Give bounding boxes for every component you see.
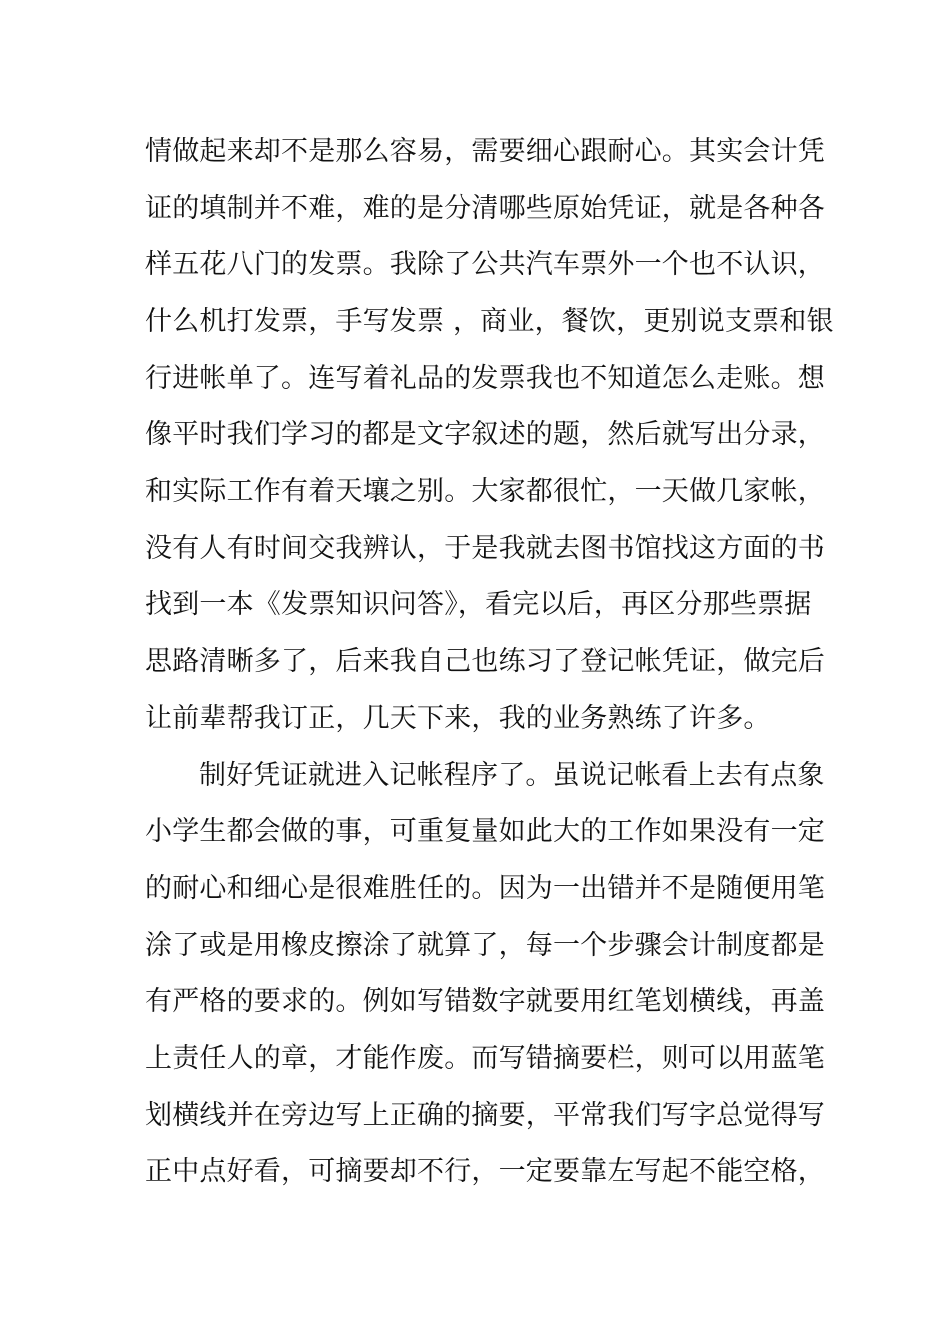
text-line: 什么机打发票，手写发票 ，商业，餐饮，更别说支票和银	[145, 306, 834, 337]
text-line: 的耐心和细心是很难胜任的。因为一出错并不是随便用笔	[145, 873, 825, 904]
text-line: 涂了或是用橡皮擦涂了就算了，每一个步骤会计制度都是	[145, 930, 825, 961]
text-line: 样五花八门的发票。我除了公共汽车票外一个也不认识，	[145, 249, 825, 280]
text-line: 上责任人的章，才能作废。而写错摘要栏，则可以用蓝笔	[145, 1043, 825, 1074]
text-line: 像平时我们学习的都是文字叙述的题，然后就写出分录，	[145, 419, 825, 450]
text-line: 正中点好看，可摘要却不行，一定要靠左写起不能空格，	[145, 1156, 825, 1187]
paragraph-first-line: 制好凭证就进入记帐程序了。虽说记帐看上去有点象	[199, 760, 825, 791]
text-line: 思路清晰多了，后来我自己也练习了登记帐凭证，做完后	[145, 646, 825, 677]
text-line: 找到一本《发票知识问答》，看完以后，再区分那些票据	[145, 589, 812, 620]
text-line: 和实际工作有着天壤之别。大家都很忙，一天做几家帐，	[145, 476, 825, 507]
text-line: 让前辈帮我订正，几天下来，我的业务熟练了许多。	[145, 703, 771, 734]
text-line: 行进帐单了。连写着礼品的发票我也不知道怎么走账。想	[145, 363, 825, 394]
text-line: 划横线并在旁边写上正确的摘要，平常我们写字总觉得写	[145, 1100, 825, 1131]
text-line: 小学生都会做的事，可重复量如此大的工作如果没有一定	[145, 816, 825, 847]
text-line: 有严格的要求的。例如写错数字就要用红笔划横线，再盖	[145, 986, 825, 1017]
text-line: 情做起来却不是那么容易，需要细心跟耐心。其实会计凭	[145, 136, 825, 167]
text-line: 证的填制并不难，难的是分清哪些原始凭证，就是各种各	[145, 193, 825, 224]
text-line: 没有人有时间交我辨认，于是我就去图书馆找这方面的书	[145, 533, 825, 564]
